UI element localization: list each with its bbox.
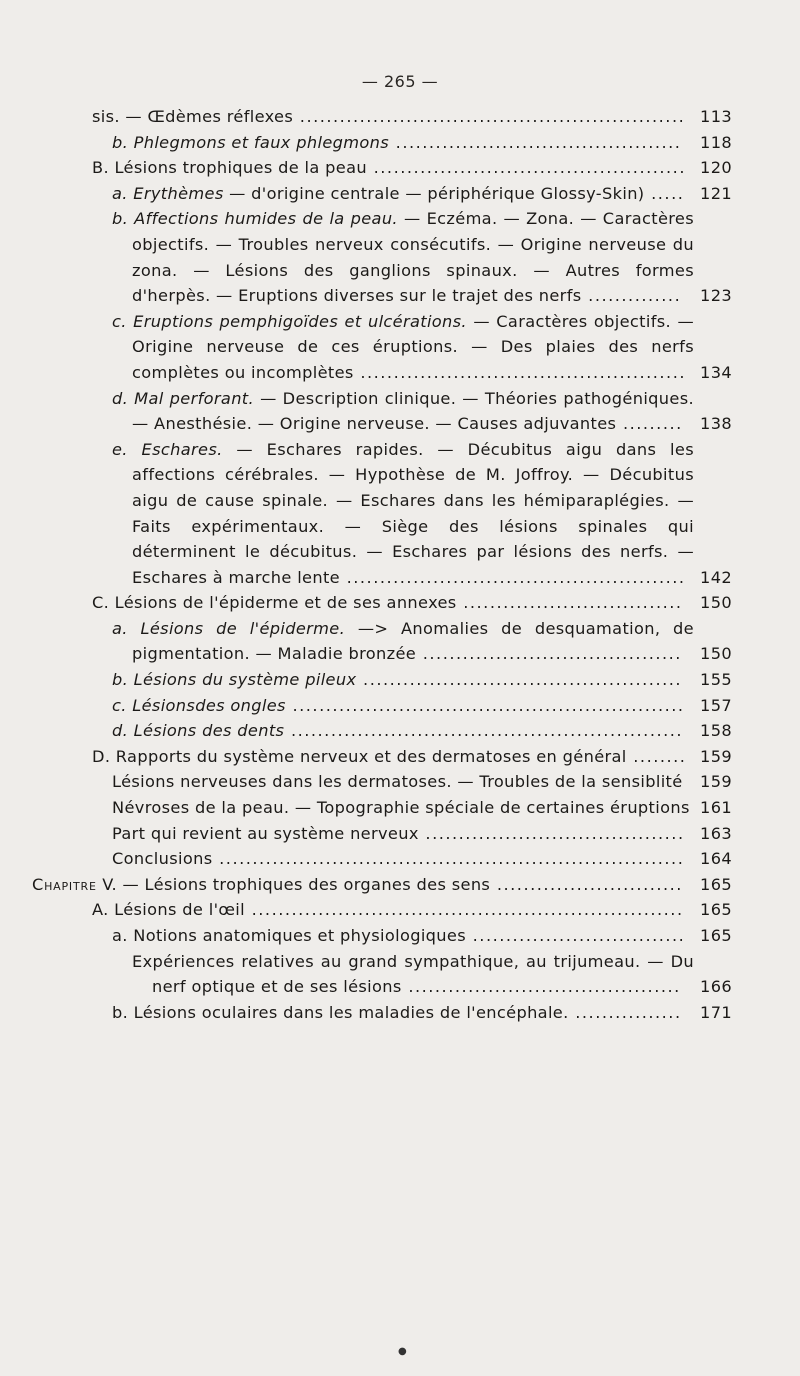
toc-entry [92,309,732,386]
dot-leader: ........................................................... [285,695,685,715]
toc-page-number: 159 [714,769,732,795]
toc-entry-text [112,389,694,434]
toc-page-number: 150 [714,641,732,667]
dot-leader: ..... [644,183,685,203]
toc-page-number: 165 [714,897,732,923]
toc-entry [92,386,732,437]
toc-entry-body: Conclusions [112,849,213,869]
toc-page-number: 118 [714,130,732,156]
toc-entry-text [112,721,284,740]
toc-entry-body: A. Lésions de l'œil [92,900,245,920]
toc-entry-body: C. Lésions de l'épiderme et de ses annexes [92,593,457,613]
toc-entry-body: Lésions nerveuses dans les dermatoses. — Troubles de la sensiblité [112,772,683,792]
toc-entry-title: a. Erythèmes [112,183,224,203]
toc-page-number: 120 [714,155,732,181]
toc-entry-body: sis. — Œdèmes réflexes [92,107,294,126]
toc-entry [92,744,732,770]
dot-leader: ........ [626,746,687,766]
toc-page-number: 155 [714,667,732,693]
toc-page-number: 138 [714,411,732,437]
dot-leader: ........................................................... [284,721,684,741]
toc-entry-body: Expériences relatives au grand sympathique, au trijumeau. — Du nerf optique et de ses lésions [132,951,694,997]
toc-entry-title: b. Affections humides de la peau. [112,209,398,229]
chapter-label: Chapitre [32,874,97,894]
toc-entry-text [112,798,690,817]
toc-entry-text [112,133,389,152]
dot-leader: ................ [568,1002,682,1022]
dot-leader: .............. [581,286,682,306]
toc-entry-body: D. Rapports du système nerveux et des dermatoses en général [92,746,627,766]
toc-entry-body: —> Anomalies de desquamation, de pigmentation. — Maladie bronzée [132,618,694,664]
toc-entry [92,718,732,744]
toc-entry [92,769,732,795]
toc-entry-text [92,158,367,177]
toc-entry-text [92,593,457,612]
toc-entry-text [92,747,627,766]
toc-page-number: 123 [714,283,732,309]
dot-leader: ................................................ [356,670,683,690]
toc-page-number: 164 [714,846,732,872]
dot-leader: .......................................................... [293,107,686,126]
dot-leader: ................................................................. [244,900,684,920]
toc-page-number: 161 [714,795,732,821]
toc-page-number: 166 [714,974,732,1000]
dot-leader: ....................................... [416,644,682,664]
toc-entry-body: — Eschares rapides. — Décubitus aigu dans les affections cérébrales. — Hypothèse de M. Joffroy. — Décubitus aigu de cause spinale. — Eschares dans les hémiparaplégies. — Faits expérimentaux. — Siège des lésions spinales qui déterminent le décubitus. — Eschares par lésions des nerfs. — Eschares à marche lente [132,439,694,587]
toc-entry [92,104,732,130]
toc-entry-title: e. Eschares. [112,439,223,459]
toc-entry [92,949,732,1000]
toc-entry-title: d. Lésions des dents [112,721,285,741]
toc-entry-title: c. Eruptions pemphigoïdes et ulcérations. [112,311,467,331]
toc-page-number: 121 [714,181,732,207]
toc-entry-text [32,875,490,894]
toc-entry-text [112,440,694,587]
toc-entry [92,923,732,949]
toc-entry-body: Part qui revient au système nerveux [112,823,419,843]
toc-entry-body: — Caractères objectifs. — Origine nerveuse de ces éruptions. — Des plaies des nerfs complètes ou incomplètes [132,311,694,382]
toc-entry-text [112,696,286,715]
toc-entry-text [112,184,644,203]
dot-leader: ................................ [466,926,686,945]
toc-entry [92,795,732,821]
toc-page-number: 134 [714,360,732,386]
toc-entry-body: b. Lésions oculaires dans les maladies de l'encéphale. [112,1002,569,1022]
toc-entry-text [112,670,356,689]
toc-entry-body: — d'origine centrale — périphérique Glossy-Skin) [223,183,645,203]
toc-page-number: 150 [714,590,732,616]
toc-entry-text [112,824,419,843]
toc-page-number: 158 [714,718,732,744]
toc-entry [92,590,732,616]
dot-leader: ....................................... [418,823,685,843]
dot-leader: ...................................................................... [212,849,685,869]
toc-entry-text [112,1003,569,1022]
ink-speck-icon: ● [398,1346,407,1357]
toc-entry [92,821,732,847]
toc-page-number: 142 [714,565,732,591]
toc-page-number: 113 [714,104,732,130]
dot-leader: ........................................... [389,132,682,152]
toc-entry [92,693,732,719]
toc-page-number: 165 [694,872,732,898]
toc-entry [92,437,732,591]
toc-entry-body: — Eczéma. — Zona. — Caractères objectifs. — Troubles nerveux consécutifs. — Origine nerveuse du zona. — Lésions des ganglions spinaux. — Autres formes d'herpès. — Eruptions diverses sur le trajet des nerfs [132,209,695,306]
toc-entry-text [112,772,683,791]
dot-leader: ......................................... [401,977,681,997]
toc-entry [92,667,732,693]
toc-entry [92,616,732,667]
toc-entry-title: a. Lésions de l'épiderme. [112,618,346,638]
toc-entry [92,846,732,872]
toc-page-number: 157 [714,693,732,719]
dot-leader: ................................................... [339,567,686,587]
toc-entry-body: a. Notions anatomiques et physiologiques [112,926,467,945]
toc-entry-title: d. Mal perforant. [112,388,255,408]
toc-entry [92,206,732,308]
toc-entry-title: c. Lésionsdes ongles [112,695,286,715]
dot-leader: ............................ [490,874,683,894]
page-number: — 265 — [361,72,439,91]
toc-entry [92,181,732,207]
toc-entry-text [92,107,293,126]
toc-page-number: 159 [714,744,732,770]
toc-entry [92,130,732,156]
toc-entry-title: b. Lésions du système pileux [112,670,357,690]
toc-entry-text [112,926,466,945]
dot-leader: ......... [616,414,683,434]
toc-page-number: 165 [714,923,732,949]
toc-entry-text [92,900,245,919]
toc-chapter-entry [32,872,732,898]
toc-entry-text [112,849,213,868]
toc-entry-body: — Description clinique. — Théories pathogéniques. — Anesthésie. — Origine nerveuse. — Causes adjuvantes [132,388,694,434]
dot-leader: ................................. [456,593,683,613]
toc-entry-title: b. Phlegmons et faux phlegmons [112,132,390,152]
table-of-contents [32,104,732,1025]
toc-entry [92,1000,732,1026]
toc-page-number: 171 [714,1000,732,1026]
toc-entry [92,897,732,923]
toc-entry-body: B. Lésions trophiques de la peau [92,158,367,178]
toc-entry-body: V. — Lésions trophiques des organes des sens [102,874,491,894]
toc-page-number: 163 [714,821,732,847]
dot-leader: ................................................. [353,362,686,382]
toc-entry-body: Névroses de la peau. — Topographie spéciale de certaines éruptions [112,798,690,818]
toc-entry [92,155,732,181]
dot-leader: ............................................... [366,158,686,178]
